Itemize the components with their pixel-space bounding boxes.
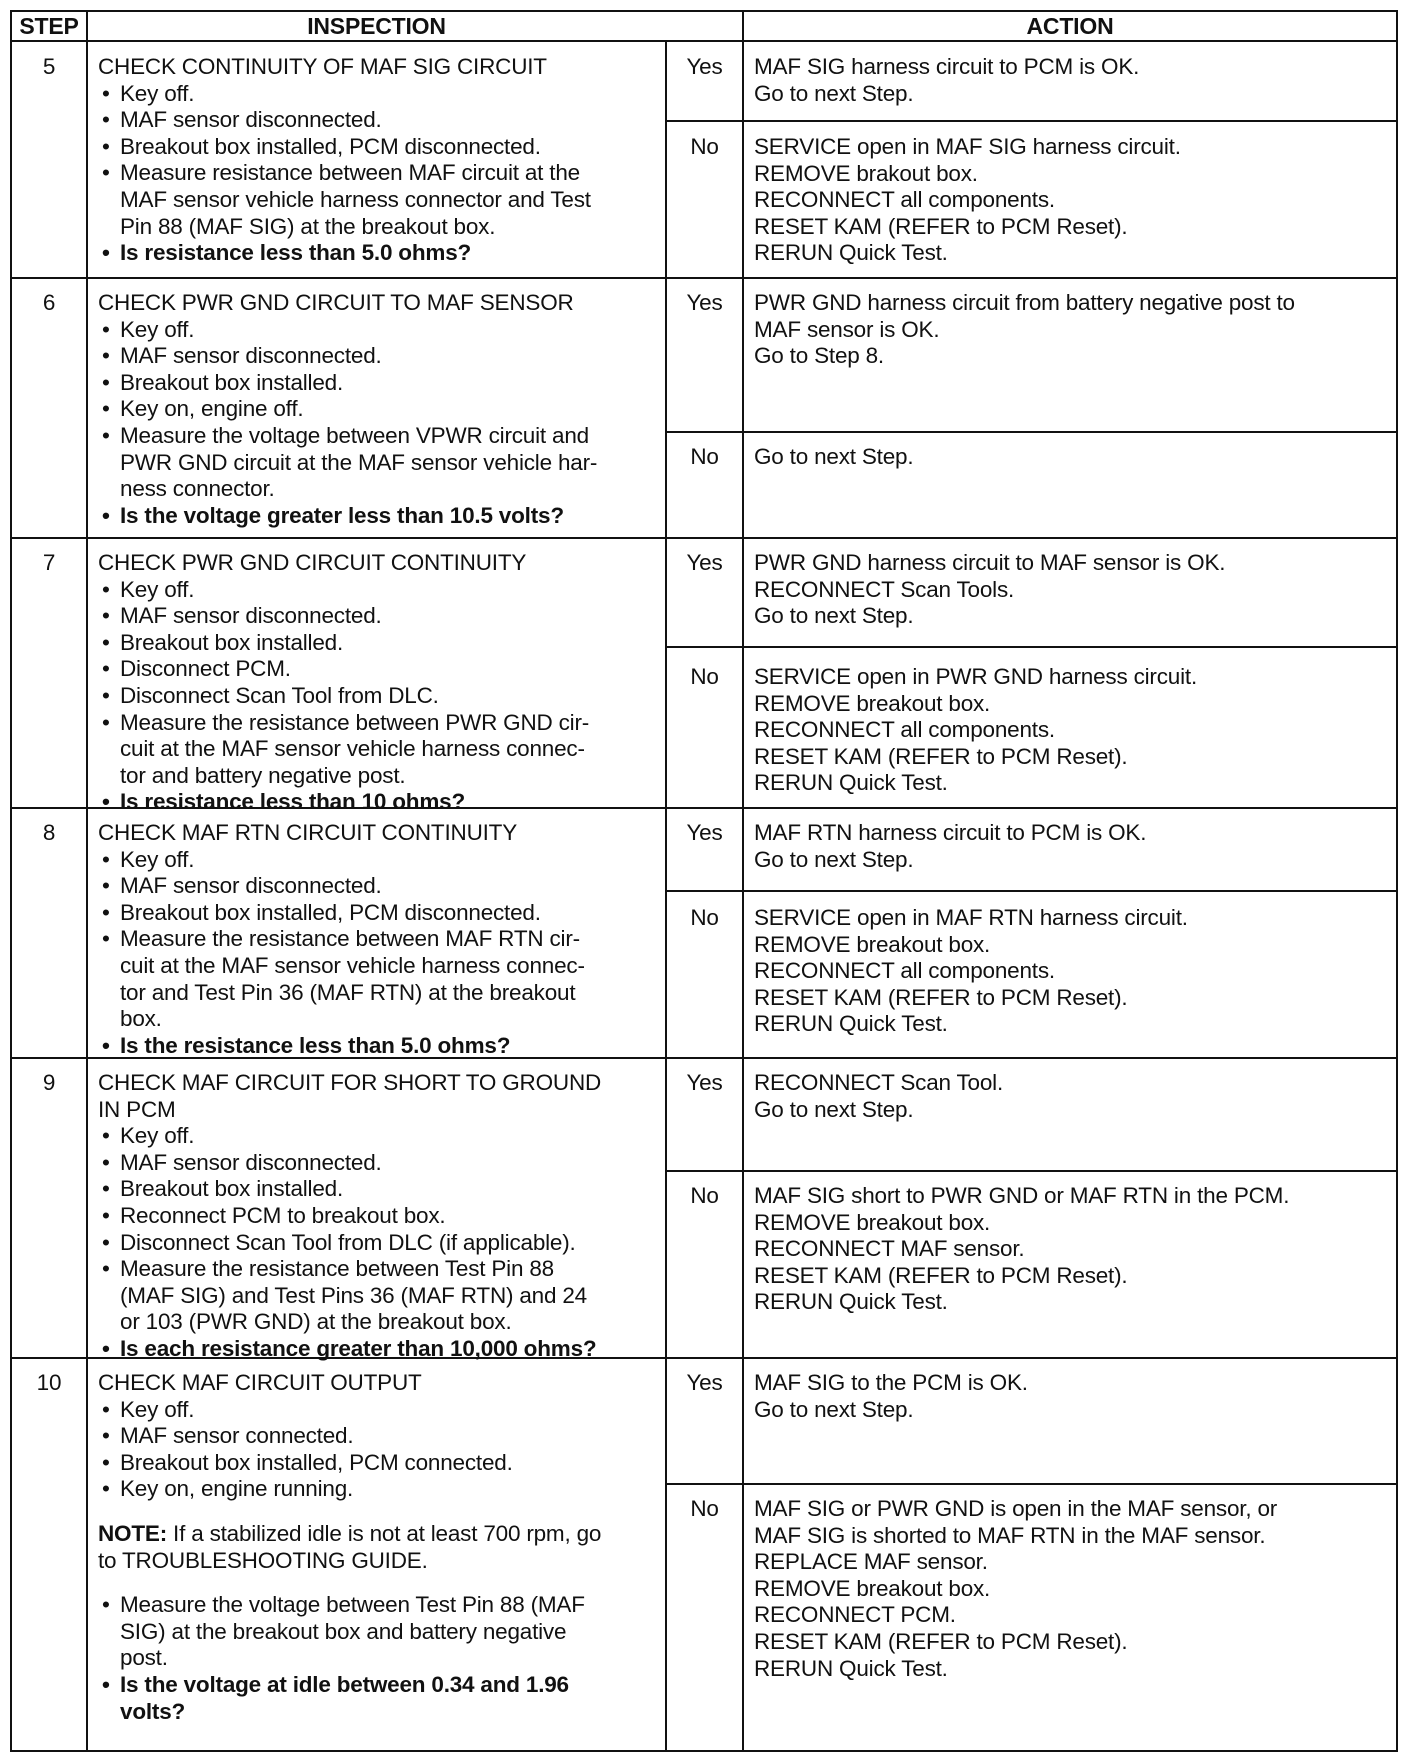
note-text: If a stabilized idle is not at least 700 rpm, go [167, 1520, 602, 1546]
action-line: Go to next Step. [754, 846, 914, 872]
inspection-title: CHECK MAF RTN CIRCUIT CONTINUITY [98, 820, 518, 845]
yes-action [754, 550, 1225, 630]
inspection-title-cont: IN PCM [98, 1096, 176, 1122]
yes-no-divider-8 [665, 890, 1398, 892]
action-line: MAF SIG to the PCM is OK. [754, 1370, 1028, 1395]
action-line: RECONNECT Scan Tool. [754, 1070, 1004, 1095]
inspection-item-cont: PWR GND circuit at the MAF sensor vehicle har- [120, 449, 598, 475]
row-divider-2 [10, 537, 1398, 539]
yes-label: Yes [686, 54, 723, 79]
yes-no-divider-5 [665, 120, 1398, 122]
step-number: 8 [42, 820, 56, 845]
no-label: No [690, 134, 719, 159]
header-step: STEP [19, 13, 79, 39]
inspection-item: • Measure the resistance between PWR GND cir- [98, 710, 589, 737]
action-line: SERVICE open in MAF SIG harness circuit. [754, 134, 1181, 159]
no-action [754, 134, 1181, 267]
action-line: RESET KAM (REFER to PCM Reset). [754, 743, 1128, 769]
no-action [754, 664, 1197, 797]
no-label: No [690, 444, 719, 469]
inspection-item: • MAF sensor disconnected. [98, 1150, 601, 1177]
inspection-item: • Disconnect PCM. [98, 656, 589, 683]
action-line: RESET KAM (REFER to PCM Reset). [754, 213, 1128, 239]
action-line: Go to next Step. [754, 1096, 914, 1122]
yes-no-divider-6 [665, 431, 1398, 433]
yes-action [754, 290, 1295, 370]
action-line: RERUN Quick Test. [754, 240, 948, 266]
action-line: Go to next Step. [754, 80, 914, 106]
inspection-item: • Key off. [98, 847, 585, 874]
inspection-question-cont: volts? [120, 1698, 186, 1724]
action-line: RESET KAM (REFER to PCM Reset). [754, 1262, 1128, 1288]
no-label: No [690, 664, 719, 689]
no-label: No [690, 905, 719, 930]
action-line: RECONNECT all components. [754, 958, 1055, 984]
action-line: RESET KAM (REFER to PCM Reset). [754, 984, 1128, 1010]
inspection-item: • Breakout box installed, PCM connected. [98, 1450, 601, 1477]
inspection-item: • Measure the resistance between Test Pin 88 [98, 1256, 601, 1283]
yes-no-divider-7 [665, 646, 1398, 648]
inspection-item: • Key on, engine off. [98, 396, 597, 423]
inspection-title: CHECK MAF CIRCUIT OUTPUT [98, 1370, 422, 1395]
inspection-item: • MAF sensor disconnected. [98, 603, 589, 630]
action-line: MAF SIG harness circuit to PCM is OK. [754, 54, 1140, 79]
inspection-item: • Key on, engine running. [98, 1476, 601, 1503]
inspection-block [98, 820, 585, 1059]
action-line: RERUN Quick Test. [754, 1289, 948, 1315]
action-line: RERUN Quick Test. [754, 1655, 948, 1681]
inspection-title: CHECK MAF CIRCUIT FOR SHORT TO GROUND [98, 1070, 602, 1095]
inspection-item: • Key off. [98, 1397, 601, 1424]
action-line: MAF RTN harness circuit to PCM is OK. [754, 820, 1147, 845]
action-line: REMOVE breakout box. [754, 690, 991, 716]
inspection-item: • Key off. [98, 577, 589, 604]
inspection-item: • Reconnect PCM to breakout box. [98, 1203, 601, 1230]
inspection-item-cont: Pin 88 (MAF SIG) at the breakout box. [120, 213, 496, 239]
action-line: REMOVE breakout box. [754, 1209, 991, 1235]
inspection-question: • Is resistance less than 5.0 ohms? [98, 240, 591, 267]
col-divider-step [86, 10, 88, 1752]
inspection-question: • Is each resistance greater than 10,000 ohms? [98, 1336, 601, 1363]
yes-label: Yes [686, 820, 723, 845]
action-line: RECONNECT PCM. [754, 1602, 956, 1628]
action-line: RECONNECT all components. [754, 717, 1055, 743]
action-line: Go to next Step. [754, 603, 914, 629]
step-number: 5 [42, 54, 56, 79]
inspection-item-cont: SIG) at the breakout box and battery negative [120, 1618, 567, 1644]
header-divider [10, 40, 1398, 42]
inspection-item-cont: post. [120, 1645, 168, 1671]
inspection-item: • Breakout box installed. [98, 630, 589, 657]
action-line: RERUN Quick Test. [754, 770, 948, 796]
action-line: MAF SIG is shorted to MAF RTN in the MAF sensor. [754, 1522, 1266, 1548]
row-divider-1 [10, 277, 1398, 279]
action-line: MAF SIG or PWR GND is open in the MAF sensor, or [754, 1496, 1278, 1521]
yes-label: Yes [686, 290, 723, 315]
inspection-item-cont: (MAF SIG) and Test Pins 36 (MAF RTN) and 24 [120, 1282, 587, 1308]
inspection-block [98, 550, 589, 816]
inspection-item: • Measure the voltage between Test Pin 88 (MAF [98, 1592, 601, 1619]
inspection-item: • Measure the resistance between MAF RTN cir- [98, 926, 585, 953]
header-inspection: INSPECTION [307, 13, 446, 39]
step-number: 6 [42, 290, 56, 315]
inspection-block [98, 290, 597, 529]
inspection-question: • Is the voltage greater less than 10.5 volts? [98, 503, 597, 530]
inspection-question: • Is resistance less than 10 ohms? [98, 789, 589, 816]
inspection-item: • MAF sensor disconnected. [98, 873, 585, 900]
action-line: REMOVE breakout box. [754, 1575, 991, 1601]
no-action [754, 905, 1188, 1038]
col-divider-action [742, 10, 744, 1752]
inspection-item: • Key off. [98, 1123, 601, 1150]
inspection-question: • Is the resistance less than 5.0 ohms? [98, 1033, 585, 1060]
inspection-block [98, 54, 591, 267]
inspection-item-cont: MAF sensor vehicle harness connector and Test [120, 186, 591, 212]
inspection-title: CHECK PWR GND CIRCUIT CONTINUITY [98, 550, 527, 575]
inspection-item: • Breakout box installed, PCM disconnected. [98, 900, 585, 927]
no-action [754, 1496, 1277, 1682]
action-line: PWR GND harness circuit from battery negative post to [754, 290, 1295, 315]
action-line: Go to next Step. [754, 1396, 914, 1422]
note [98, 1521, 601, 1548]
no-action [754, 1183, 1289, 1316]
yes-action [754, 54, 1139, 107]
inspection-item: • Breakout box installed. [98, 370, 597, 397]
inspection-item-cont: cuit at the MAF sensor vehicle harness connec- [120, 952, 585, 978]
inspection-item: • Measure resistance between MAF circuit at the [98, 160, 591, 187]
inspection-block [98, 1070, 601, 1363]
action-line: SERVICE open in PWR GND harness circuit. [754, 664, 1197, 689]
no-label: No [690, 1183, 719, 1208]
inspection-item: • Disconnect Scan Tool from DLC (if applicable). [98, 1230, 601, 1257]
action-line: RECONNECT Scan Tools. [754, 576, 1015, 602]
action-line: SERVICE open in MAF RTN harness circuit. [754, 905, 1188, 930]
action-line: MAF SIG short to PWR GND or MAF RTN in the PCM. [754, 1183, 1290, 1208]
action-line: REPLACE MAF sensor. [754, 1549, 988, 1575]
table-border-left [10, 10, 12, 1752]
inspection-item: • MAF sensor disconnected. [98, 107, 591, 134]
yes-action [754, 820, 1146, 873]
action-line: Go to Step 8. [754, 343, 884, 369]
yes-no-divider-10 [665, 1483, 1398, 1485]
step-number: 7 [42, 550, 56, 575]
inspection-item-cont: tor and battery negative post. [120, 762, 406, 788]
action-line: PWR GND harness circuit to MAF sensor is OK. [754, 550, 1226, 575]
inspection-item: • Breakout box installed. [98, 1176, 601, 1203]
inspection-item-cont: tor and Test Pin 36 (MAF RTN) at the breakout [120, 979, 576, 1005]
inspection-item-cont: box. [120, 1006, 162, 1032]
yes-label: Yes [686, 1370, 723, 1395]
inspection-item: • Key off. [98, 317, 597, 344]
action-line: RERUN Quick Test. [754, 1011, 948, 1037]
inspection-item: • Disconnect Scan Tool from DLC. [98, 683, 589, 710]
note-label: NOTE: [98, 1520, 167, 1546]
inspection-item: • Key off. [98, 81, 591, 108]
inspection-question: • Is the voltage at idle between 0.34 and 1.96 [98, 1672, 601, 1699]
yes-no-divider-9 [665, 1170, 1398, 1172]
action-line: Go to next Step. [754, 444, 914, 469]
inspection-block [98, 1370, 601, 1725]
inspection-item: • MAF sensor disconnected. [98, 343, 597, 370]
action-line: REMOVE brakout box. [754, 160, 978, 186]
inspection-item-cont: ness connector. [120, 476, 275, 502]
no-action [754, 444, 913, 471]
table-border-top [10, 10, 1398, 12]
inspection-title: CHECK PWR GND CIRCUIT TO MAF SENSOR [98, 290, 574, 315]
inspection-item: • Measure the voltage between VPWR circuit and [98, 423, 597, 450]
action-line: RESET KAM (REFER to PCM Reset). [754, 1628, 1128, 1654]
action-line: REMOVE breakout box. [754, 931, 991, 957]
inspection-title: CHECK CONTINUITY OF MAF SIG CIRCUIT [98, 54, 547, 79]
yes-action [754, 1070, 1003, 1123]
inspection-item-cont: cuit at the MAF sensor vehicle harness connec- [120, 736, 585, 762]
inspection-item-cont: or 103 (PWR GND) at the breakout box. [120, 1309, 512, 1335]
yes-label: Yes [686, 550, 723, 575]
inspection-item: • MAF sensor connected. [98, 1423, 601, 1450]
action-line: RECONNECT MAF sensor. [754, 1236, 1025, 1262]
step-number: 10 [36, 1370, 62, 1395]
action-line: RECONNECT all components. [754, 187, 1055, 213]
table-border-bottom [10, 1750, 1398, 1752]
yes-label: Yes [686, 1070, 723, 1095]
no-label: No [690, 1496, 719, 1521]
action-line: MAF sensor is OK. [754, 316, 940, 342]
table-border-right [1396, 10, 1398, 1752]
step-number: 9 [42, 1070, 56, 1095]
inspection-item: • Breakout box installed, PCM disconnected. [98, 134, 591, 161]
note-text-cont: to TROUBLESHOOTING GUIDE. [98, 1547, 428, 1573]
header-action: ACTION [1026, 13, 1114, 39]
diagnostic-table [10, 10, 1398, 1752]
yes-action [754, 1370, 1028, 1423]
